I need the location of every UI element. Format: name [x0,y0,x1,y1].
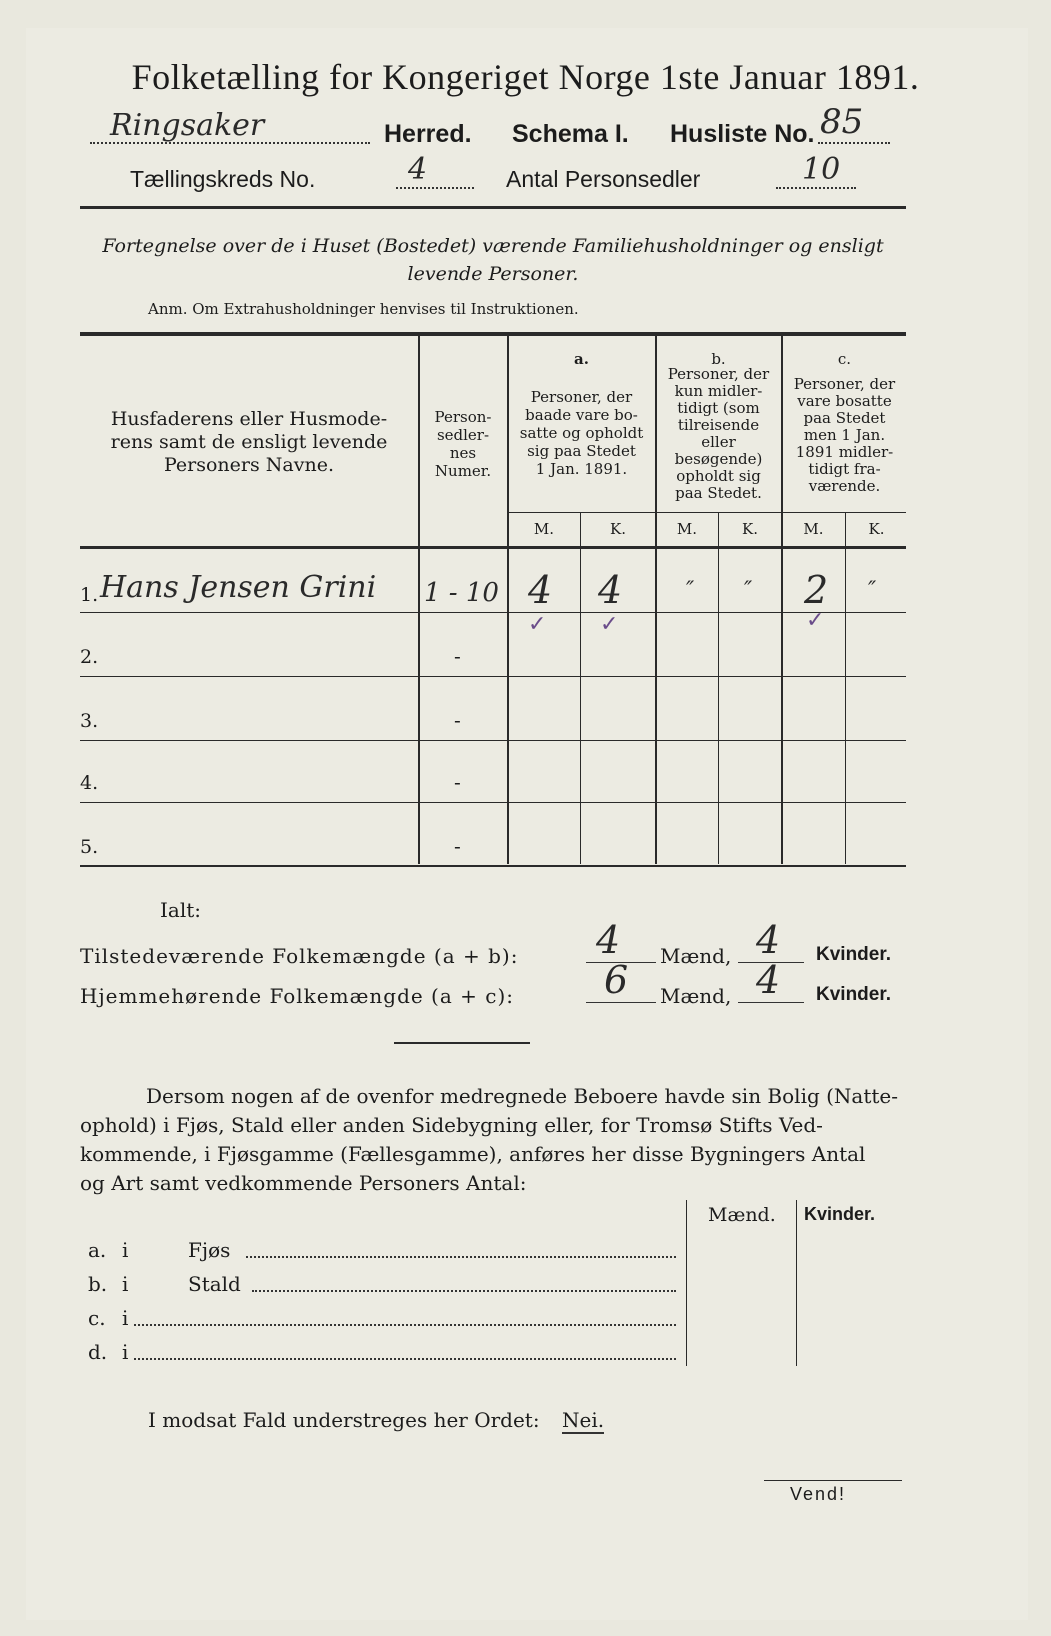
lower-divider [796,1200,797,1366]
hjemme-m-line [586,1002,656,1003]
row-4-numer: - [454,770,461,794]
row-5-number: 5. [80,836,99,858]
ialt-label: Ialt: [160,898,201,922]
row-1-c-m: 2 [804,568,829,612]
item-d-i: i [122,1340,129,1364]
item-a-dots [246,1256,676,1258]
item-b-letter: b. [88,1272,108,1296]
item-c-i: i [122,1306,129,1330]
item-a-i: i [122,1238,129,1262]
kreds-value: 4 [408,152,428,187]
hjemme-maend: Mænd, [660,984,732,1008]
nei-word: Nei. [562,1408,605,1432]
sedler-value: 10 [802,152,841,187]
section-divider [394,1042,530,1044]
table-header-rule [80,546,906,549]
col-b-m: M. [676,520,698,538]
col-a-m: M. [533,520,555,538]
tilstede-label: Tilstedeværende Folkemængde (a + b): [80,944,519,968]
hjemme-label: Hjemmehørende Folkemængde (a + c): [80,984,514,1008]
hjemme-k-value: 4 [756,958,781,1002]
row-1-name: Hans Jensen Grini [100,570,377,605]
table-divider-mk [718,512,719,864]
row-1-b-k: ″ [744,578,753,603]
sidebygning-paragraph: Dersom nogen af de ovenfor medregnede Beboere havde sin Bolig (Natte- ophold) i Fjøs, Stald eller anden Sidebygning eller, for Tromsø Stifts Ved- kommende, i Fjøsgamme (Fællesgamme), anføres her disse Bygningers Antal og Art samt vedkommende Personers Antal: [80,1084,899,1195]
row-1-numer: 1 - 10 [424,578,499,608]
modsat-text: I modsat Fald understreges her Ordet: [148,1408,540,1432]
col-header-names: Husfaderens eller Husmode- rens samt de ensligt levende Personers Navne. [110,408,388,476]
row-1-a-m: 4 [528,568,553,612]
tilstede-m-value: 4 [596,918,621,962]
row-rule [80,676,906,677]
item-d-dots [134,1358,676,1360]
tilstede-kvinder: Kvinder. [816,944,891,965]
table-divider-mk [580,512,581,864]
col-b-k: K. [742,520,758,538]
sedler-dotted-line [776,187,856,189]
anm-note: Anm. Om Extrahusholdninger henvises til Instruktionen. [148,300,579,318]
header-rule [80,206,906,209]
row-rule [80,740,906,741]
row-3-number: 3. [80,710,99,732]
hjemme-kvinder: Kvinder. [816,984,891,1005]
herred-label: Herred. [384,120,472,148]
col-c-m: M. [803,520,824,538]
kreds-dotted-line [396,187,474,189]
sedler-label: Antal Personsedler [506,166,701,192]
col-a-k: K. [610,520,626,538]
row-2-number: 2. [80,646,99,668]
row-1-a-k: 4 [598,568,623,612]
item-c-letter: c. [88,1306,106,1330]
tilstede-k-value: 4 [756,918,781,962]
mk-rule [507,512,906,513]
hjemme-m-value: 6 [604,958,629,1002]
lower-divider [686,1200,687,1366]
table-bottom-rule [80,865,906,867]
herred-value: Ringsaker [110,108,265,143]
item-c-dots [134,1324,676,1326]
col-c-k: K. [868,520,885,538]
row-4-number: 4. [80,772,99,794]
husliste-label: Husliste No. [670,120,815,148]
item-b-i: i [122,1272,129,1296]
item-b-label: Stald [188,1272,241,1296]
row-2-numer: - [454,644,461,668]
row-rule [80,802,906,803]
vend-note: Vend! [790,1484,847,1504]
row-1-b-m: ″ [686,578,695,603]
tilstede-maend: Mænd, [660,944,732,968]
row-5-numer: - [454,834,461,858]
item-a-letter: a. [88,1238,107,1262]
checkmark-icon: ✓ [806,608,825,633]
item-d-letter: d. [88,1340,108,1364]
kreds-label: Tællingskreds No. [130,166,316,192]
row-1-number: 1. [80,584,99,606]
row-rule [80,612,906,613]
col-header-b: Personer, der kun midler- tidigt (som tilreisende eller besøgende) opholdt sig paa Stedet. [667,365,770,502]
col-c-letter: c. [837,350,852,368]
intro-text [80,232,906,288]
intro-line-1: Fortegnelse over de i Huset (Bostedet) værende Familiehusholdninger og ensligt [102,235,884,257]
col-a-letter: a. [574,350,589,368]
form-title: Folketælling for Kongeriget Norge 1ste Januar 1891. [131,57,920,97]
col-header-numer: Person- sedler- nes Numer. [434,408,492,480]
col-header-c: Personer, der vare bosatte paa Stedet men 1 Jan. 1891 midler- tidigt fra- værende. [793,375,896,495]
checkmark-icon: ✓ [528,612,547,637]
col-header-a: Personer, der baade vare bo- satte og opholdt sig paa Stedet 1 Jan. 1891. [519,388,644,478]
schema-label: Schema I. [512,120,629,148]
vend-rule [764,1480,902,1481]
husliste-value: 85 [820,102,864,142]
intro-line-2: levende Personer. [407,263,579,285]
row-1-c-k: ″ [868,578,877,603]
item-b-dots [252,1290,676,1292]
husliste-dotted-line [818,142,890,144]
checkmark-icon: ✓ [600,612,619,637]
item-a-label: Fjøs [188,1238,231,1262]
row-3-numer: - [454,708,461,732]
col-b-letter: b. [711,350,726,368]
lower-col-maend: Mænd. [708,1204,776,1226]
lower-col-kvinder: Kvinder. [804,1204,876,1224]
table-divider-mk [845,512,846,864]
hjemme-k-line [738,1002,804,1003]
